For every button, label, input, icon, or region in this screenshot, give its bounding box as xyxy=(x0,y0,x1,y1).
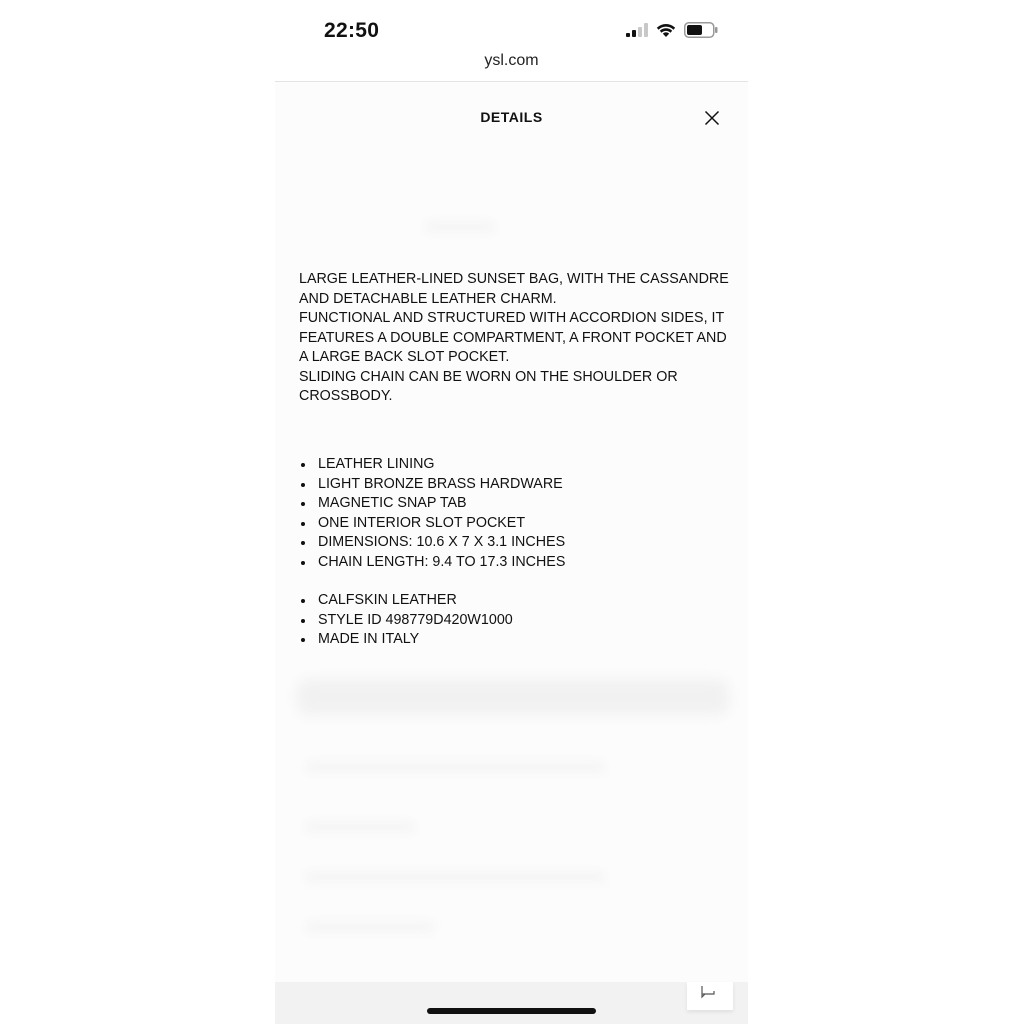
list-item: CHAIN LENGTH: 9.4 TO 17.3 INCHES xyxy=(299,553,729,573)
close-button[interactable] xyxy=(700,106,724,130)
battery-icon xyxy=(684,22,718,43)
material-list xyxy=(299,591,729,650)
sheet-title: DETAILS xyxy=(480,109,543,125)
list-item: CALFSKIN LEATHER xyxy=(299,591,729,611)
feature-list xyxy=(299,455,729,572)
description-line: SLIDING CHAIN CAN BE WORN ON THE SHOULDER OR CROSSBODY. xyxy=(299,368,678,404)
details-sheet xyxy=(275,82,748,982)
product-description xyxy=(299,270,729,407)
address-bar[interactable] xyxy=(275,52,748,82)
blurred-placeholder xyxy=(425,222,495,232)
blurred-placeholder xyxy=(305,762,605,772)
blurred-placeholder xyxy=(305,922,435,932)
blurred-background-button xyxy=(297,679,729,715)
list-item: DIMENSIONS: 10.6 X 7 X 3.1 INCHES xyxy=(299,533,729,553)
sheet-header xyxy=(275,106,748,130)
description-line: FUNCTIONAL AND STRUCTURED WITH ACCORDION SIDES, IT FEATURES A DOUBLE COMPARTMENT, A FRONT POCKET AND A LARGE BACK SLOT POCKET. xyxy=(299,310,727,365)
bottom-toolbar xyxy=(275,982,748,1024)
list-item: MADE IN ITALY xyxy=(299,630,729,650)
blurred-placeholder xyxy=(305,872,605,882)
home-indicator[interactable] xyxy=(427,1008,596,1014)
phone-screen xyxy=(275,0,748,1024)
status-time: 22:50 xyxy=(324,19,380,42)
list-item: MAGNETIC SNAP TAB xyxy=(299,494,729,514)
chat-button[interactable] xyxy=(687,982,733,1010)
status-icons xyxy=(626,22,718,43)
blurred-placeholder xyxy=(305,822,415,832)
list-item: LIGHT BRONZE BRASS HARDWARE xyxy=(299,475,729,495)
list-item: STYLE ID 498779D420W1000 xyxy=(299,611,729,631)
chat-icon xyxy=(700,984,720,1000)
status-bar xyxy=(275,0,748,56)
list-item: ONE INTERIOR SLOT POCKET xyxy=(299,514,729,534)
cellular-signal-icon xyxy=(626,23,648,42)
list-item: LEATHER LINING xyxy=(299,455,729,475)
url-text: ysl.com xyxy=(484,52,539,69)
wifi-icon xyxy=(656,23,676,43)
close-icon xyxy=(700,106,724,130)
description-line: LARGE LEATHER-LINED SUNSET BAG, WITH THE CASSANDRE AND DETACHABLE LEATHER CHARM. xyxy=(299,271,729,307)
